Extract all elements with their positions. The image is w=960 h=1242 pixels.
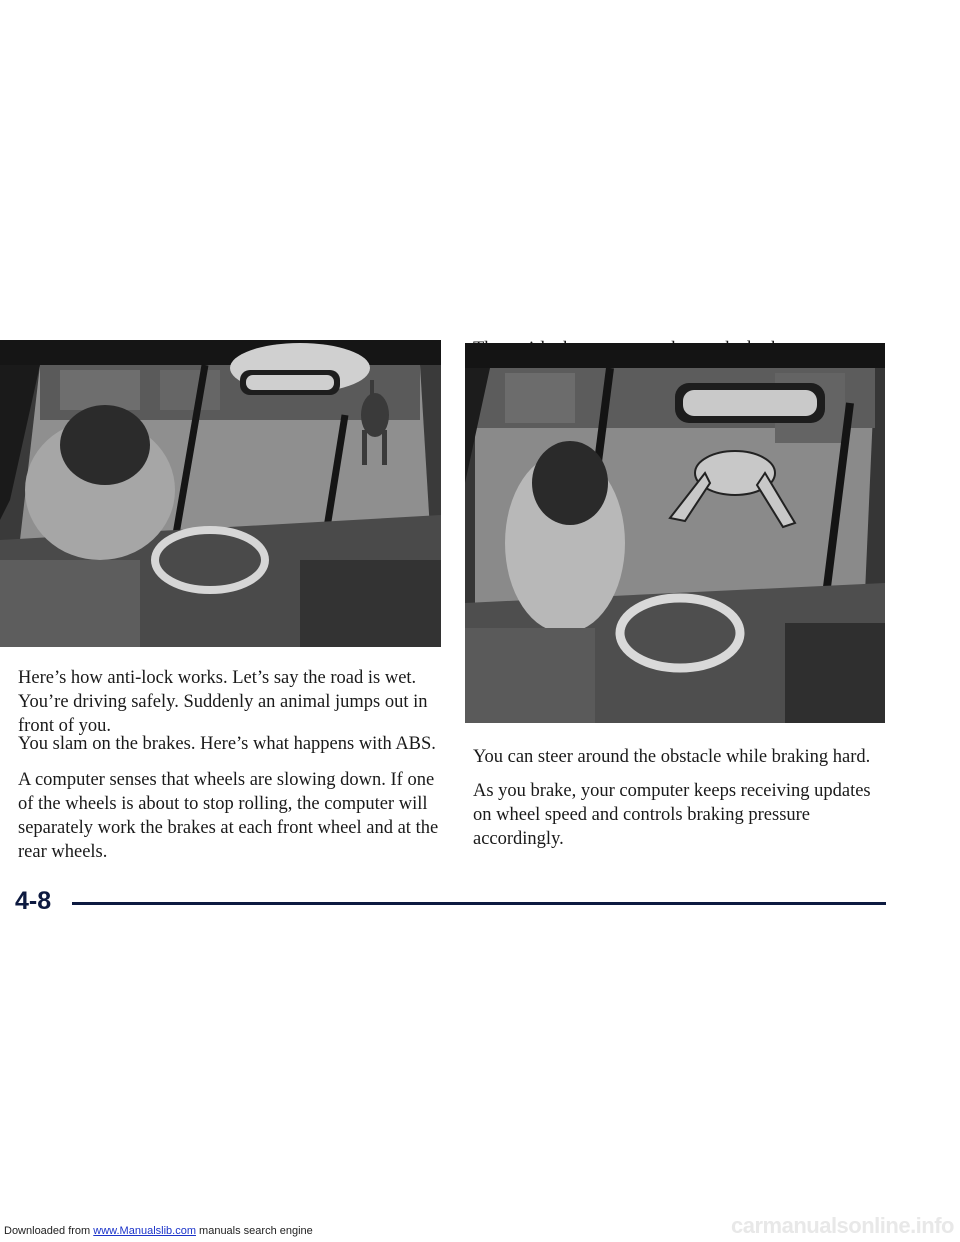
credit-suffix: manuals search engine [195, 1225, 313, 1237]
manualslib-link[interactable]: www.Manualslib.com [93, 1225, 196, 1237]
paragraph-computer-senses: A computer senses that wheels are slowing down. If one of the wheels is about to stop rolling, the computer will separately work the brakes at each front wheel and at the rear wheels. [18, 770, 439, 862]
download-credit [4, 1225, 313, 1237]
paragraph-how-anti-lock-works: Here’s how anti-lock works. Let’s say the road is wet. You’re driving safely. Suddenly an animal jumps out in front of you. [18, 668, 428, 736]
page-number: 4-8 [15, 887, 52, 915]
illustration-driver-sees-deer [0, 340, 441, 647]
paragraph-steer-around-obstacle: You can steer around the obstacle while braking hard. [473, 747, 871, 767]
footer-rule [72, 902, 886, 905]
watermark-logo: carmanualsonline.info [731, 1213, 954, 1238]
credit-prefix: Downloaded from [4, 1225, 94, 1237]
paragraph-computer-updates: As you brake, your computer keeps receiving updates on wheel speed and controls braking pressure accordingly. [473, 781, 871, 849]
paragraph-slam-brakes: You slam on the brakes. Here’s what happens with ABS. [18, 734, 436, 754]
illustration-driver-steers-around-deer [465, 343, 885, 723]
